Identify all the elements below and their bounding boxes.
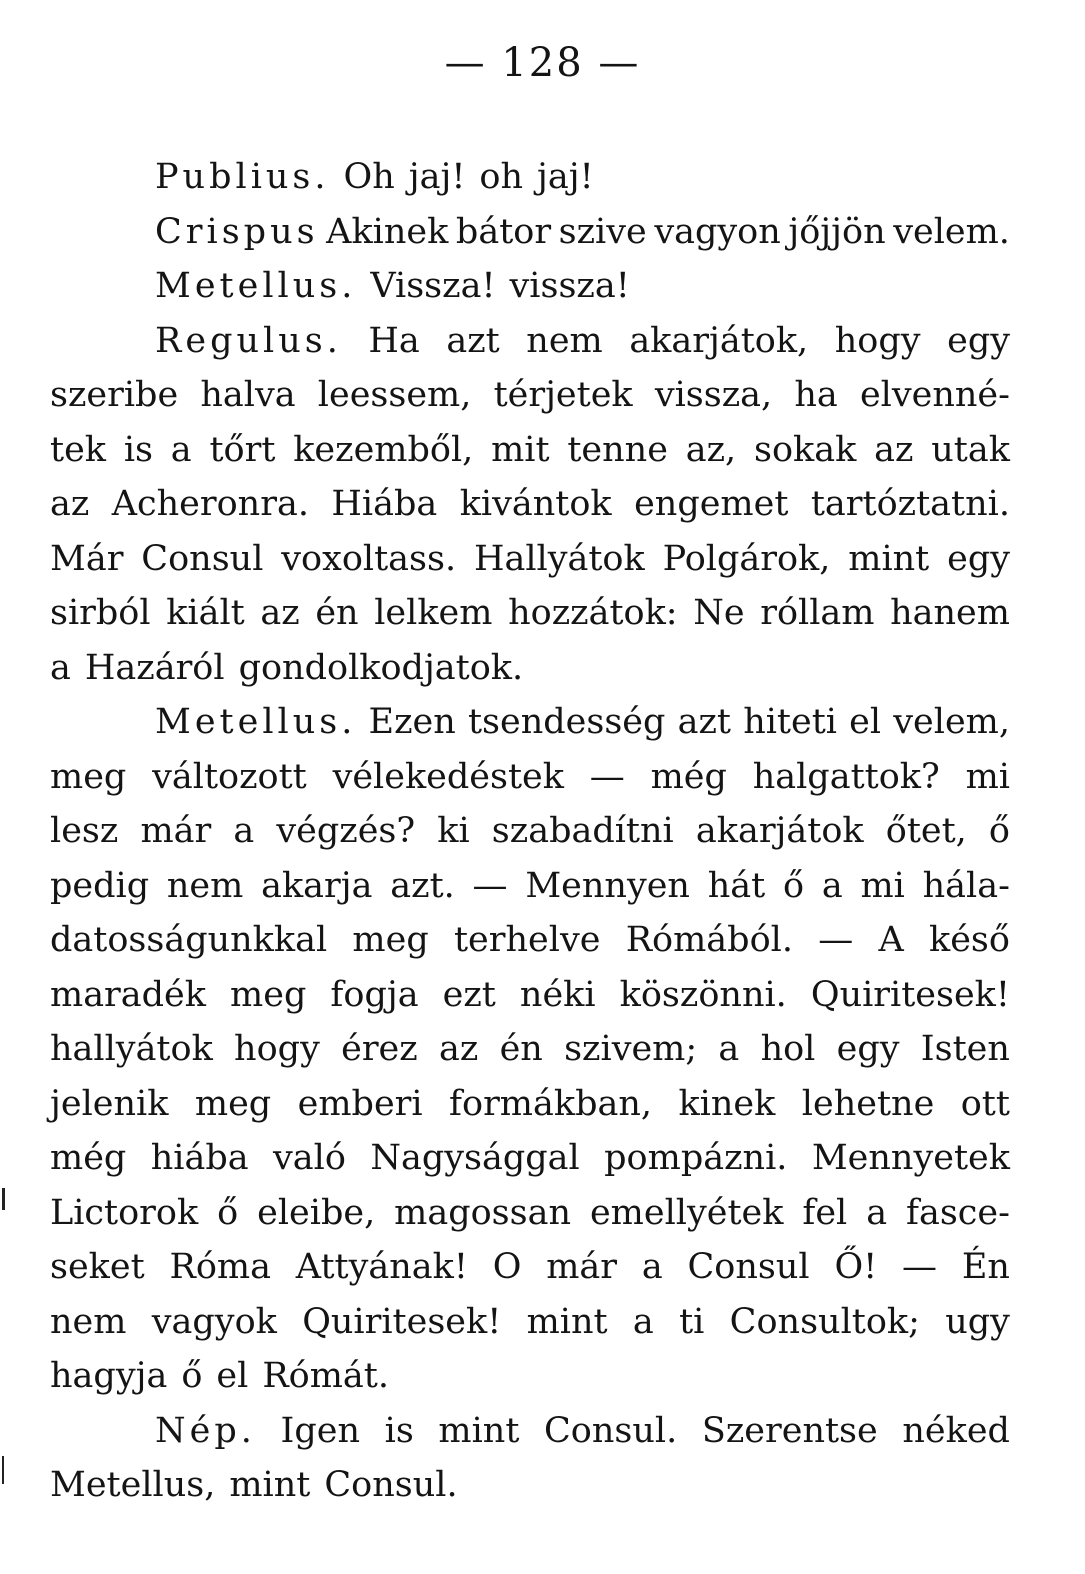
word: maradék (50, 974, 206, 1015)
word: velem, (893, 702, 1010, 742)
word: — (902, 1247, 938, 1287)
word: végzés? (276, 811, 416, 851)
word: datosságunkkal (50, 920, 328, 960)
word: a (170, 429, 192, 470)
word: ő (217, 1192, 239, 1233)
word: jőjjön (788, 211, 886, 252)
word: jelenik (50, 1083, 169, 1124)
word: Attyának! (295, 1247, 468, 1287)
text-line (50, 913, 1010, 968)
word: — (589, 756, 625, 797)
word: seket (50, 1247, 145, 1287)
speaker-name: Crispus (155, 211, 319, 252)
speaker-name: Nép. (155, 1410, 256, 1451)
speaker-name: Publius. (155, 157, 330, 197)
word: emberi (297, 1083, 423, 1124)
word: az (438, 1029, 479, 1069)
word: meg (50, 756, 127, 797)
word: hozzátok: (508, 593, 678, 633)
text-line (50, 859, 1010, 914)
word: Vissza! (370, 266, 496, 306)
word: mint (526, 1301, 608, 1342)
word: szeribe (50, 375, 179, 415)
word: vélekedéstek (332, 756, 564, 797)
text-line (50, 641, 1010, 696)
word: Consul. (544, 1410, 678, 1451)
word: — (472, 865, 508, 906)
word: is (123, 429, 153, 470)
word: Rómát. (262, 1356, 389, 1396)
word: hol (760, 1029, 816, 1069)
word: hagyja (50, 1356, 168, 1396)
word: Akinek (326, 211, 449, 252)
speaker-name: Metellus. (155, 702, 357, 742)
word: jaj! (537, 157, 594, 197)
word: a (233, 811, 255, 851)
word: ki (437, 811, 470, 851)
word: a (718, 1029, 740, 1069)
word: Már (50, 538, 124, 579)
word: azt (677, 702, 731, 742)
word: engemet (634, 484, 789, 524)
word: elvenné- (859, 375, 1010, 415)
word: késő (929, 920, 1010, 960)
word: még (50, 1138, 127, 1178)
word: róllam (760, 593, 875, 633)
word: szabadítni (491, 811, 674, 851)
margin-mark (2, 1188, 5, 1210)
word: Lictorok (50, 1192, 199, 1233)
word: mint (438, 1410, 520, 1451)
word: mint (848, 538, 930, 579)
word: kiált (166, 593, 245, 633)
word: én (499, 1029, 543, 1069)
word: szive (558, 211, 647, 252)
word: nem (166, 865, 244, 906)
word: egy (947, 538, 1010, 579)
word: a (632, 1301, 654, 1342)
word: Consul (687, 1247, 810, 1287)
word: Igen (280, 1410, 360, 1451)
word: térjetek (493, 375, 633, 415)
word: vissza, (654, 375, 773, 415)
word: pedig (50, 865, 150, 906)
word: Consultok; (729, 1301, 920, 1342)
text-line (50, 1458, 1010, 1513)
word: mi (860, 865, 905, 906)
word: terhelve (453, 920, 601, 960)
text-body (50, 150, 1010, 1513)
word: még (650, 756, 727, 797)
text-line (50, 695, 1010, 750)
text-line (50, 1404, 1010, 1459)
word: a (821, 865, 843, 906)
speaker-name: Regulus. (155, 320, 342, 361)
word: Quiritesek! (810, 974, 1010, 1015)
word: Hiába (331, 484, 438, 524)
word: gondolkodjatok. (238, 647, 524, 688)
word: ő (988, 811, 1010, 851)
word: tartóztatni. (810, 484, 1010, 524)
word: szivem; (564, 1029, 698, 1069)
margin-mark (2, 1456, 4, 1484)
word: tenne (567, 429, 668, 470)
word: Én (961, 1247, 1010, 1287)
text-line (50, 1186, 1010, 1241)
word: emellyétek (589, 1192, 784, 1233)
word: voxoltass. (281, 538, 457, 579)
word: tek (50, 429, 106, 470)
word: hát (707, 865, 766, 906)
word: Ha (368, 320, 420, 361)
word: is (384, 1410, 414, 1451)
word: lehetne (801, 1083, 935, 1124)
word: néki (519, 974, 596, 1015)
word: ő (783, 865, 805, 906)
word: a (50, 647, 71, 688)
word: már (140, 811, 212, 851)
text-line (50, 750, 1010, 805)
word: akarjátok (695, 811, 864, 851)
text-line (50, 205, 1010, 260)
word: mi (965, 756, 1010, 797)
word: kinek (678, 1083, 776, 1124)
text-line (50, 1022, 1010, 1077)
word: halva (200, 375, 296, 415)
word: Acheronra. (111, 484, 309, 524)
word: a (641, 1247, 663, 1287)
word: ugy (945, 1301, 1010, 1342)
word: tsendesség (467, 702, 666, 742)
word: kivántok (459, 484, 612, 524)
word: akarja (261, 865, 373, 906)
word: érez (341, 1029, 418, 1069)
word: az (260, 593, 300, 633)
word: egy (836, 1029, 900, 1069)
word: ha (794, 375, 838, 415)
word: jaj! (408, 157, 466, 197)
word: én (315, 593, 359, 633)
word: lesz (50, 811, 119, 851)
word: akarjátok, (629, 320, 809, 361)
word: meg (194, 1083, 272, 1124)
word: hanem (890, 593, 1010, 633)
word: Hazáról (84, 647, 225, 688)
text-line (50, 1131, 1010, 1186)
text-line (50, 150, 1010, 205)
word: már (546, 1247, 618, 1287)
word: hogy (834, 320, 921, 361)
word: az (874, 429, 914, 470)
word: hogy (234, 1029, 320, 1069)
word: A (878, 920, 904, 960)
word: hiába (150, 1138, 249, 1178)
word: ott (960, 1083, 1010, 1124)
word: való (273, 1138, 346, 1178)
word: azt (446, 320, 500, 361)
word: mint (229, 1465, 311, 1505)
word: ő (181, 1356, 203, 1396)
text-line (50, 259, 1010, 314)
word: ezt (442, 974, 496, 1015)
word: néked (902, 1410, 1010, 1451)
word: Consul. (324, 1465, 458, 1505)
word: Consul (141, 538, 264, 579)
word: hallyátok (50, 1029, 213, 1069)
word: nem (50, 1301, 127, 1342)
word: vagyok (151, 1301, 277, 1342)
word: halgattok? (752, 756, 940, 797)
word: fasce- (906, 1192, 1010, 1233)
word: fogja (330, 974, 419, 1015)
word: vagyon (654, 211, 781, 252)
word: Polgárok, (662, 538, 831, 579)
word: Ne (693, 593, 745, 633)
text-line (50, 423, 1010, 478)
word: Mennyen (525, 865, 690, 906)
word: hiteti (743, 702, 837, 742)
word: velem. (893, 211, 1010, 252)
word: Róma (169, 1247, 271, 1287)
word: Rómából. (625, 920, 793, 960)
word: Ezen (368, 702, 456, 742)
word: — (818, 920, 854, 960)
page-number: — 128 — (444, 40, 641, 86)
word: vissza! (509, 266, 630, 306)
text-line (50, 1240, 1010, 1295)
word: változott (152, 756, 307, 797)
word: pompázni. (604, 1138, 788, 1178)
word: Metellus, (50, 1465, 216, 1505)
word: a (866, 1192, 888, 1233)
text-line (50, 314, 1010, 369)
word: leessem, (317, 375, 472, 415)
text-line (50, 1295, 1010, 1350)
word: köszönni. (619, 974, 787, 1015)
speaker-name: Metellus. (155, 266, 357, 306)
word: el (216, 1356, 249, 1396)
word: nem (526, 320, 603, 361)
word: O (492, 1247, 522, 1287)
word: mit (491, 429, 550, 470)
word: Mennyetek (811, 1138, 1010, 1178)
word: sokak (754, 429, 857, 470)
text-line (50, 1077, 1010, 1132)
text-line (50, 1349, 1010, 1404)
word: fel (802, 1192, 848, 1233)
word: tőrt (209, 429, 276, 470)
word: meg (352, 920, 429, 960)
word: magossan (394, 1192, 572, 1233)
word: azt. (390, 865, 455, 906)
word: Nagysággal (370, 1138, 580, 1178)
text-line (50, 586, 1010, 641)
word: Oh (343, 157, 395, 197)
word: ti (679, 1301, 705, 1342)
word: Hallyátok (473, 538, 645, 579)
word: Ő! (834, 1247, 878, 1287)
text-line (50, 968, 1010, 1023)
word: kezemből, (293, 429, 474, 470)
word: hála- (922, 865, 1010, 906)
word: az (50, 484, 90, 524)
word: sirból (50, 593, 151, 633)
word: oh (479, 157, 524, 197)
word: bátor (455, 211, 552, 252)
word: egy (947, 320, 1010, 361)
text-line (50, 368, 1010, 423)
text-line (50, 532, 1010, 587)
word: Quiritesek! (302, 1301, 502, 1342)
word: meg (230, 974, 307, 1015)
word: eleibe, (257, 1192, 376, 1233)
word: formákban, (449, 1083, 653, 1124)
text-line (50, 804, 1010, 859)
word: őtet, (885, 811, 967, 851)
word: el (849, 702, 882, 742)
word: Szerentse (701, 1410, 878, 1451)
word: utak (931, 429, 1010, 470)
text-line (50, 477, 1010, 532)
word: lelkem (374, 593, 493, 633)
word: Isten (920, 1029, 1010, 1069)
word: az, (685, 429, 737, 470)
